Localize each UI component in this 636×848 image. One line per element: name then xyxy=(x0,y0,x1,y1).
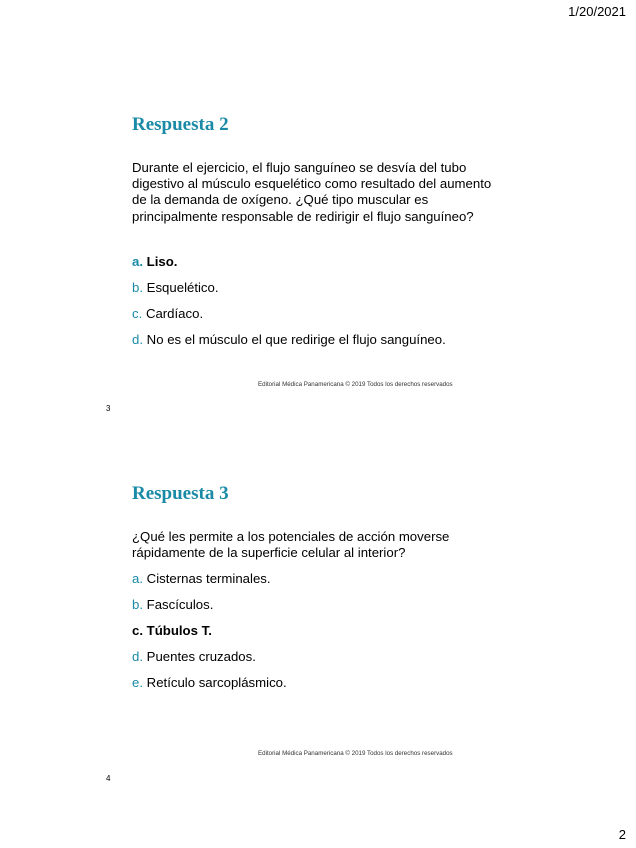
option-text: Cisternas terminales. xyxy=(146,571,271,586)
copyright-footer: Editorial Médica Panamericana © 2019 Todos los derechos reservados xyxy=(258,381,453,388)
option-letter: a. xyxy=(132,571,143,586)
option-letter: e. xyxy=(132,675,143,690)
option-text: Fascículos. xyxy=(146,597,214,612)
option-letter: d. xyxy=(132,332,143,347)
option-text: Túbulos T. xyxy=(146,623,212,638)
slide-respuesta-3 xyxy=(0,440,636,840)
option-d xyxy=(132,649,287,675)
option-e xyxy=(132,675,287,701)
question-text: ¿Qué les permite a los potenciales de acción moverse rápidamente de la superficie celular al interior? xyxy=(132,529,450,561)
option-b xyxy=(132,597,287,623)
slide-number: 3 xyxy=(106,404,111,413)
option-letter: c. xyxy=(132,623,143,638)
option-letter: a. xyxy=(132,254,143,269)
option-a xyxy=(132,254,446,280)
slide-number: 4 xyxy=(106,774,111,783)
question-text: Durante el ejercicio, el flujo sanguíneo se desvía del tubo digestivo al músculo esquelético como resultado del aumento de la demanda de oxígeno. ¿Qué tipo muscular es principalmente responsable de redirigir el flujo sanguíneo? xyxy=(132,160,492,224)
option-d xyxy=(132,332,446,358)
options-list xyxy=(132,571,287,701)
option-text: Cardíaco. xyxy=(145,306,204,321)
option-text: Retículo sarcoplásmico. xyxy=(146,675,287,690)
option-text: Puentes cruzados. xyxy=(146,649,256,664)
option-letter: c. xyxy=(132,306,143,321)
option-letter: b. xyxy=(132,597,143,612)
slide-title: Respuesta 2 xyxy=(132,114,229,135)
copyright-footer: Editorial Médica Panamericana © 2019 Todos los derechos reservados xyxy=(258,750,453,757)
option-text: No es el músculo el que redirige el flujo sanguíneo. xyxy=(146,332,446,347)
page-number: 2 xyxy=(618,827,626,842)
option-letter: d. xyxy=(132,649,143,664)
option-c xyxy=(132,623,287,649)
option-a xyxy=(132,571,287,597)
option-c xyxy=(132,306,446,332)
option-text: Esquelético. xyxy=(146,280,219,295)
option-letter: b. xyxy=(132,280,143,295)
option-b xyxy=(132,280,446,306)
print-date: 1/20/2021 xyxy=(568,4,626,19)
slide-title: Respuesta 3 xyxy=(132,483,229,504)
options-list xyxy=(132,254,446,358)
option-text: Liso. xyxy=(146,254,178,269)
slide-respuesta-2 xyxy=(0,0,636,420)
